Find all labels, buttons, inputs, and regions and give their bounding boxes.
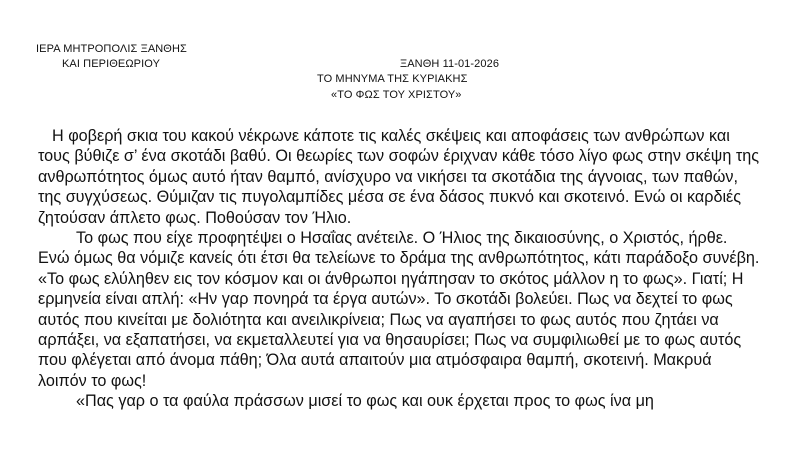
place-date: ΞΑΝΘΗ 11-01-2026 [400, 58, 500, 70]
metropolis-name: ΙΕΡΑ ΜΗΤΡΟΠΟΛΙΣ ΞΑΝΘΗΣ [36, 43, 187, 55]
paragraph-3: «Πας γαρ ο τα φαύλα πράσσων μισεί το φως και ουκ έρχεται προς το φως ίνα μη [76, 392, 654, 411]
paragraph-1: Η φοβερή σκια του κακού νέκρωνε κάποτε τις καλές σκέψεις και αποφάσεις των ανθρώπων και τους βύθιζε σ’ ένα σκοτάδι βαθύ. Οι θεωρίες των σοφών έριχναν κάθε τόσο λίγο φως στην σκέψη της ανθρωπότητος όμως αυτό ήταν θαμπό, ανίσχυρο να νικήσει τα σκοτάδια της άγνοιας, των παθών, της συγχύσεως. Θύμιζαν τις πυγολαμπίδες μέσα σε ένα δάσος πυκνό και σκοτεινό. Ενώ οι καρδιές ζητούσαν άπλετο φως. Ποθούσαν τον Ήλιο. [38, 127, 760, 227]
document-body [38, 126, 762, 412]
document-title: «ΤΟ ΦΩΣ ΤΟΥ ΧΡΙΣΤΟΥ» [331, 89, 462, 101]
message-label: ΤΟ ΜΗΝΥΜΑ ΤΗΣ ΚΥΡΙΑΚΗΣ [317, 73, 468, 85]
paragraph-2: Το φως που είχε προφητέψει ο Ησαΐας ανέτειλε. Ο Ήλιος της δικαιοσύνης, ο Χριστός, ήρθε. Ενώ όμως θα νόμιζε κανείς ότι έτσι θα τελείωνε το δράμα της ανθρωπότητος, κάτι παράδοξο συνέβη. «Το φως ελύληθεν εις τον κόσμον και οι άνθρωποι ηγάπησαν το σκότος μάλλον η το φως». Γιατί; Η ερμηνεία είναι απλή: «Ην γαρ πονηρά τα έργα αυτών». Το σκοτάδι βολεύει. Πως να δεχτεί το φως αυτός που κινείται με δολιότητα και ανειλικρίνεια; Πως να αγαπήσει το φως αυτός που ζητάει να αρπάξει, να εξαπατήσει, να εκμεταλλευτεί για να θησαυρίσει; Πως να συμφιλιωθεί με το φως αυτός που φλέγεται από άνομα πάθη; Όλα αυτά απαιτούν μια ατμόσφαιρα θαμπή, σκοτεινή. Μακρυά λοιπόν το φως! [38, 229, 760, 390]
metropolis-region: ΚΑΙ ΠΕΡΙΘΕΩΡΙΟΥ [62, 58, 161, 70]
